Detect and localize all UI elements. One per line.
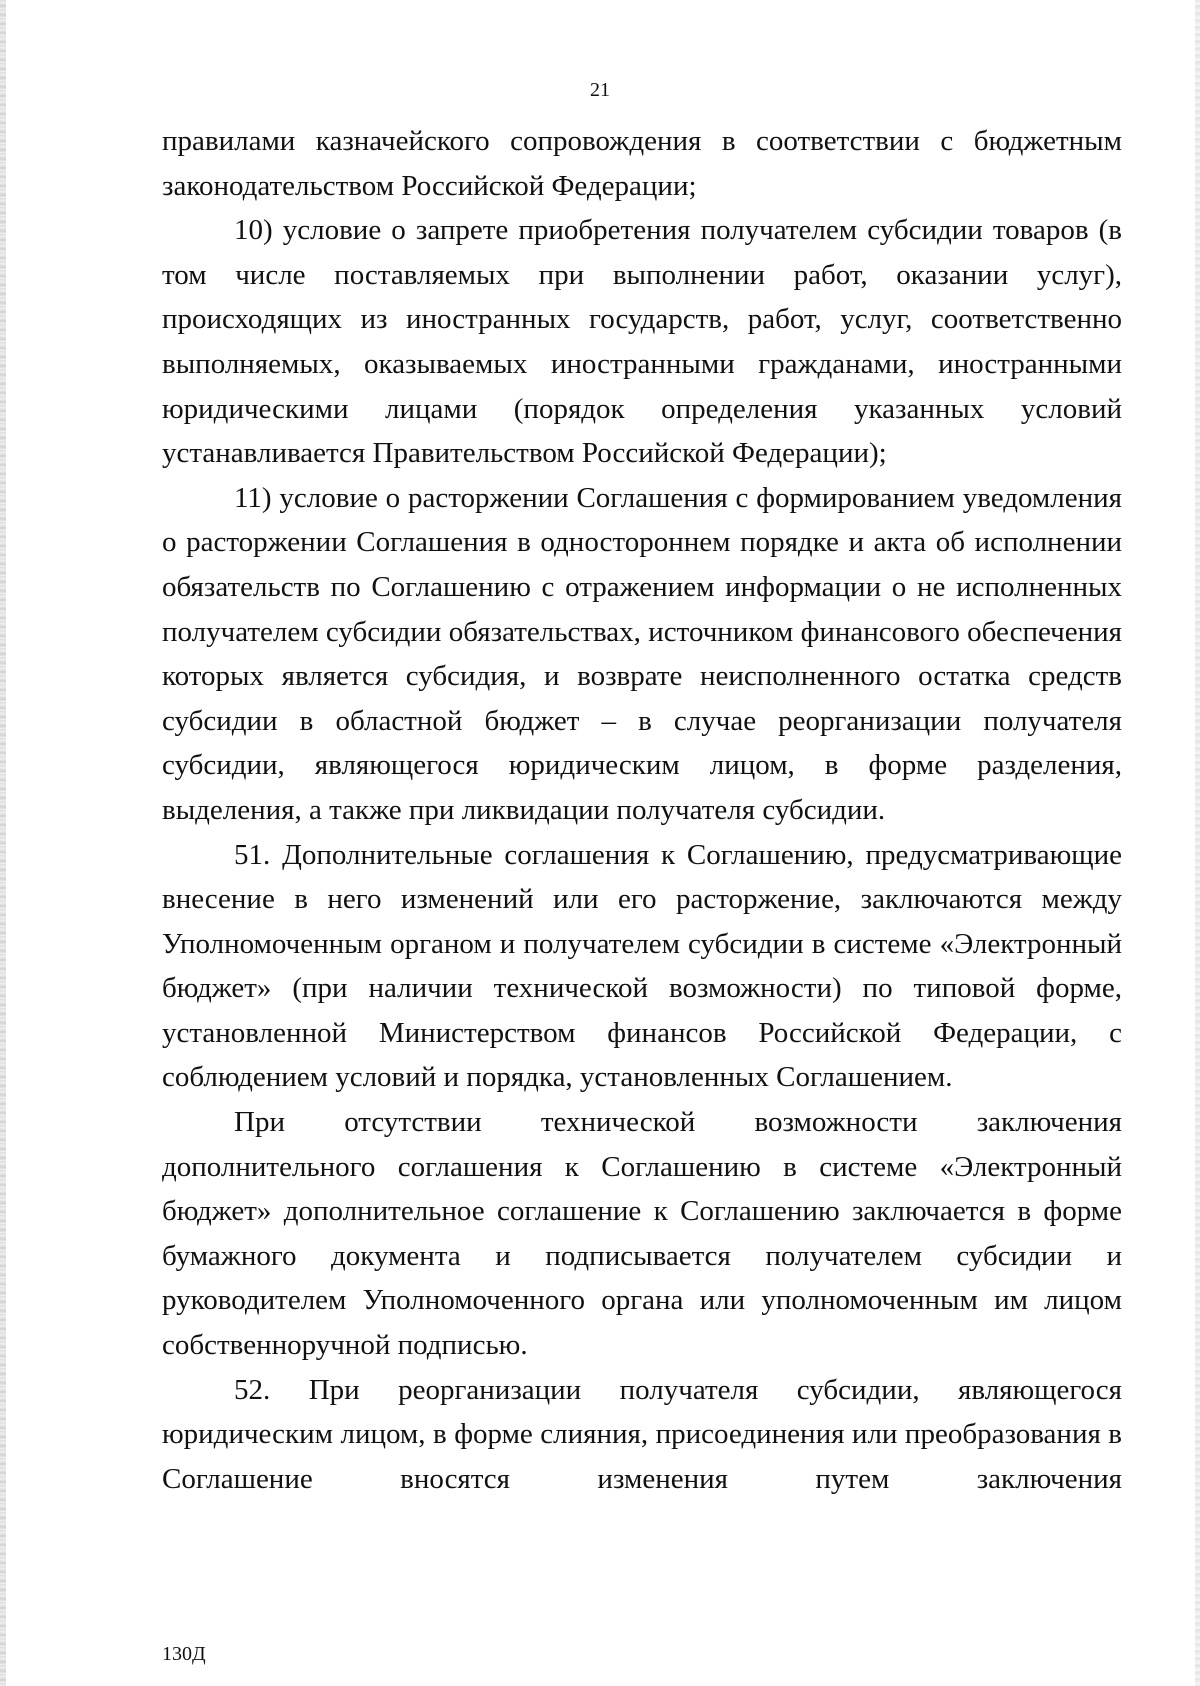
paragraph-clause-51: 51. Дополнительные соглашения к Соглашению, предусматривающие внесение в него изменений или его расторжение, заключаются между Уполномоченным органом и получателем субсидии в системе «Электронный бюджет» (при наличии технической возможности) по типовой форме, установленной Министерством финансов Российской Федерации, с соблюдением условий и порядка, установленных Соглашением. [162, 838, 1122, 1094]
paragraph-continuation: правилами казначейского сопровождения в соответствии с бюджетным законодательством Российской Федерации; [162, 125, 1122, 202]
scan-edge-left [0, 0, 6, 1686]
document-body [162, 119, 1122, 1501]
page-number: 21 [590, 79, 610, 101]
footer-document-code: 130Д [162, 1643, 206, 1665]
paragraph-clause-51-continued: При отсутствии технической возможности заключения дополнительного соглашения к Соглашению в системе «Электронный бюджет» дополнительное соглашение к Соглашению заключается в форме бумажного документа и подписывается получателем субсидии и руководителем Уполномоченного органа или уполномоченным им лицом собственноручной подписью. [162, 1106, 1122, 1362]
paragraph-clause-52: 52. При реорганизации получателя субсидии, являющегося юридическим лицом, в форме слияния, присоединения или преобразования в Соглашение вносятся изменения путем заключения [162, 1373, 1122, 1495]
paragraph-item-11: 11) условие о расторжении Соглашения с формированием уведомления о расторжении Соглашения в одностороннем порядке и акта об исполнении обязательств по Соглашению с отражением информации о не исполненных получателем субсидии обязательствах, источником финансового обеспечения которых является субсидия, и возврате неисполненного остатка средств субсидии в областной бюджет – в случае реорганизации получателя субсидии, являющегося юридическим лицом, в форме разделения, выделения, а также при ликвидации получателя субсидии. [162, 481, 1122, 826]
scan-edge-right [1195, 0, 1200, 1686]
paragraph-item-10: 10) условие о запрете приобретения получателем субсидии товаров (в том числе поставляемых при выполнении работ, оказании услуг), происходящих из иностранных государств, работ, услуг, соответственно выполняемых, оказываемых иностранными гражданами, иностранными юридическими лицами (порядок определения указанных условий устанавливается Правительством Российской Федерации); [162, 214, 1122, 470]
